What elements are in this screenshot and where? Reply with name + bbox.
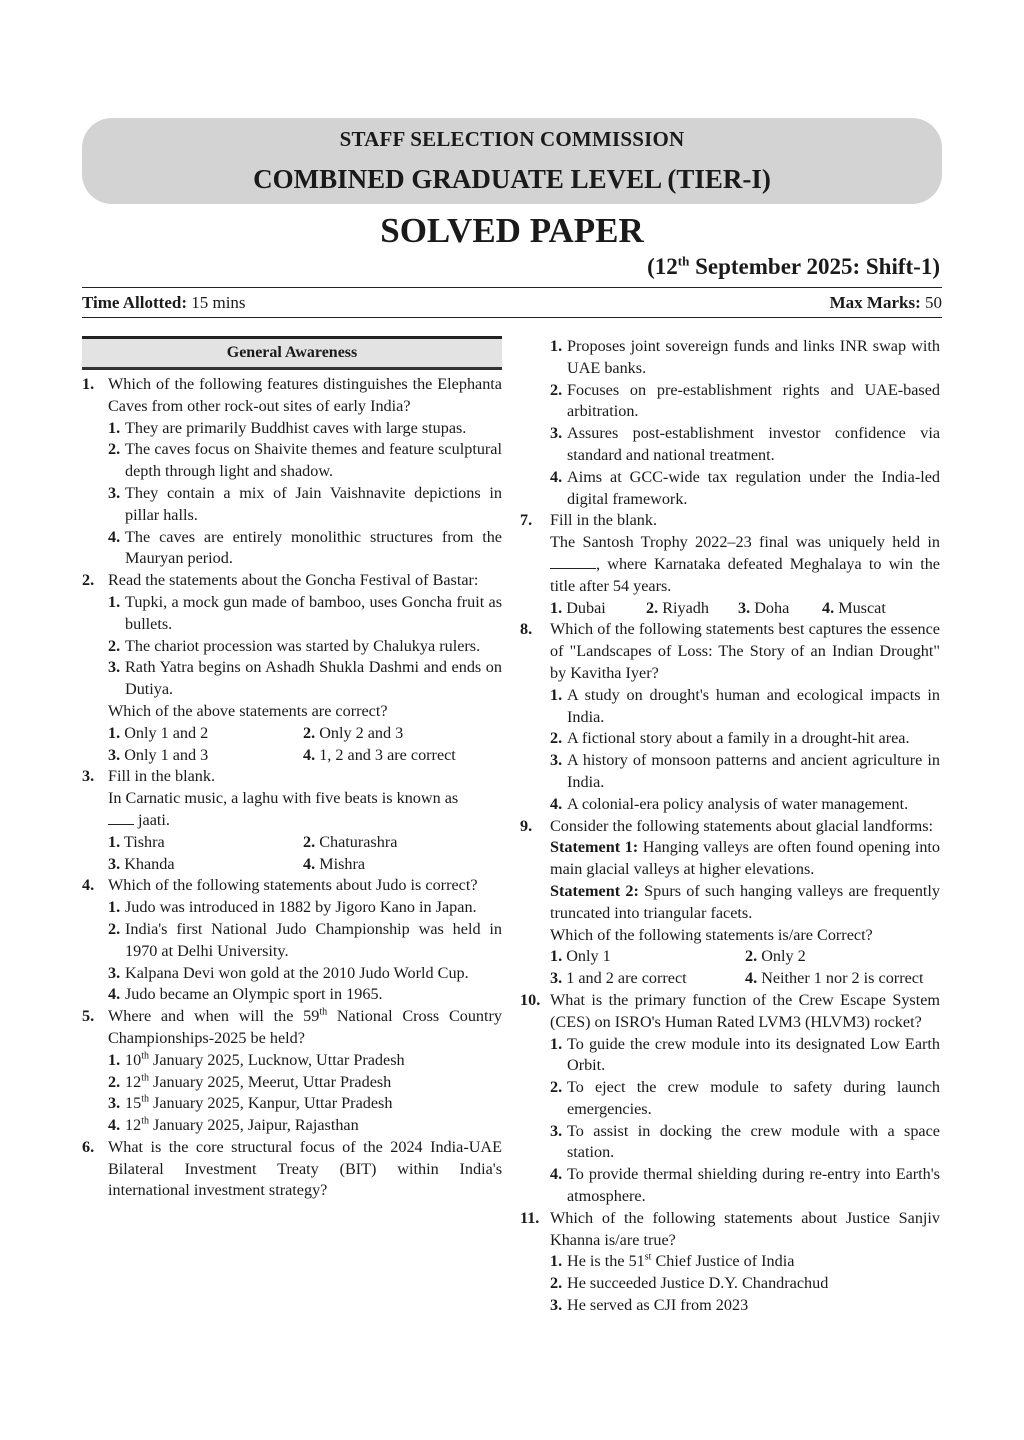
option: 3. They contain a mix of Jain Vaishnavite depictions in pillar halls.	[108, 483, 502, 524]
option: 1. Only 1	[550, 947, 611, 966]
blank-line	[550, 556, 596, 569]
question-6: 6. What is the core structural focus of the 2024 India-UAE Bilateral Investment Treaty (BIT) within India's international investment strategy?	[82, 1137, 502, 1200]
option: 3. Khanda	[108, 854, 175, 873]
options-grid	[520, 598, 940, 620]
question-body: The Santosh Trophy 2022–23 final was uniquely held in , where Karnataka defeated Meghalaya to win the title after 54 years.	[550, 533, 940, 595]
option: 2. Only 2 and 3	[303, 723, 404, 742]
organisation-name: STAFF SELECTION COMMISSION	[339, 127, 685, 151]
option: 2. He succeeded Justice D.Y. Chandrachud	[550, 1274, 829, 1293]
option: 2. Only 2	[745, 947, 806, 966]
option: 3. To assist in docking the crew module with a space station.	[550, 1121, 940, 1162]
option: 4. Aims at GCC-wide tax regulation under the India-led digital framework.	[550, 467, 940, 508]
statement: Statement 1: Hanging valleys are often found opening into main glacial valleys at higher elevations.	[550, 838, 941, 879]
question-prompt: Which of the above statements are correct?	[108, 701, 388, 720]
statement: 3. Rath Yatra begins on Ashadh Shukla Dashmi and ends on Dutiya.	[108, 658, 502, 699]
option: 3. 15th January 2025, Kanpur, Uttar Pradesh	[108, 1093, 393, 1113]
option: 1. Only 1 and 2	[108, 723, 209, 742]
option: 3. He served as CJI from 2023	[550, 1296, 749, 1315]
option: 2. India's first National Judo Championship was held in 1970 at Delhi University.	[108, 919, 502, 960]
exam-meta	[82, 292, 942, 314]
paper-title: SOLVED PAPER	[380, 211, 644, 250]
option: 2. To eject the crew module to safety during launch emergencies.	[550, 1078, 940, 1118]
paper-date: (12th September 2025: Shift-1)	[647, 253, 940, 279]
question-5: 5. Where and when will the 59th National Cross Country Championships-2025 be held?	[82, 1006, 502, 1047]
exam-name: COMBINED GRADUATE LEVEL (TIER-I)	[253, 164, 771, 194]
option: 3. 1 and 2 are correct	[550, 969, 687, 988]
option: 1. To guide the crew module into its designated Low Earth Orbit.	[550, 1034, 940, 1075]
option: 1. Dubai	[550, 598, 606, 617]
option: 4. 1, 2 and 3 are correct	[303, 745, 456, 764]
option: 3. Only 1 and 3	[108, 745, 209, 764]
time-allotted: Time Allotted: 15 mins	[82, 293, 246, 312]
max-marks: Max Marks: 50	[829, 293, 942, 312]
options-grid	[82, 723, 502, 767]
option: 1. He is the 51st Chief Justice of India	[550, 1252, 795, 1271]
statement: 1. Tupki, a mock gun made of bamboo, uses Goncha fruit as bullets.	[108, 592, 502, 633]
options-grid	[520, 946, 940, 990]
option: 4. A colonial-era policy analysis of water management.	[550, 794, 909, 813]
option: 4. Judo became an Olympic sport in 1965.	[108, 985, 383, 1004]
option: 3. A history of monsoon patterns and ancient agriculture in India.	[550, 751, 940, 791]
option: 4. Mishra	[303, 854, 366, 873]
options-grid	[82, 832, 502, 876]
option: 2. Chaturashra	[303, 832, 398, 851]
question-4: 4. Which of the following statements about Judo is correct?	[82, 876, 478, 895]
question-2: 2. Read the statements about the Goncha Festival of Bastar:	[82, 571, 479, 590]
option: 1. A study on drought's human and ecological impacts in India.	[550, 685, 940, 726]
option: 1. Tishra	[108, 832, 165, 851]
option: 4. To provide thermal shielding during re-entry into Earth's atmosphere.	[550, 1165, 940, 1206]
blank-line	[108, 812, 134, 825]
question-7: 7. Fill in the blank.	[520, 511, 658, 530]
left-column	[82, 336, 502, 1202]
option: 3. Assures post-establishment investor confidence via standard and national treatment.	[550, 424, 940, 464]
section-heading: General Awareness	[82, 336, 502, 370]
option: 4. 12th January 2025, Jaipur, Rajasthan	[108, 1115, 359, 1135]
option: 3. Doha	[738, 598, 790, 617]
option: 2. Riyadh	[646, 598, 709, 617]
option: 4. Muscat	[822, 598, 886, 617]
option: 1. They are primarily Buddhist caves with large stupas.	[108, 418, 467, 437]
option: 2. A fictional story about a family in a drought-hit area.	[550, 729, 910, 748]
statement: Statement 2: Spurs of such hanging valleys are frequently truncated into triangular facets.	[550, 881, 940, 922]
option: 1. Proposes joint sovereign funds and links INR swap with UAE banks.	[550, 337, 940, 377]
option: 2. Focuses on pre-establishment rights and UAE-based arbitration.	[550, 380, 940, 421]
divider-top	[82, 287, 942, 288]
question-11: 11. Which of the following statements about Justice Sanjiv Khanna is/are true?	[520, 1208, 940, 1249]
question-1: 1. Which of the following features distinguishes the Elephanta Caves from other rock-out sites of early India?	[82, 375, 502, 415]
question-8: 8. Which of the following statements best captures the essence of "Landscapes of Loss: The Story of an Indian Drought" by Kavitha Iyer?	[520, 620, 940, 682]
option: 1. 10th January 2025, Lucknow, Uttar Pradesh	[108, 1050, 405, 1069]
option: 1. Judo was introduced in 1882 by Jigoro Kano in Japan.	[108, 898, 477, 917]
option: 4. The caves are entirely monolithic structures from the Mauryan period.	[108, 527, 502, 568]
option: 4. Neither 1 nor 2 is correct	[745, 969, 924, 988]
right-column	[520, 336, 940, 1317]
option: 3. Kalpana Devi won gold at the 2010 Judo World Cup.	[108, 963, 469, 982]
option: 2. The caves focus on Shaivite themes and feature sculptural depth through light and shadow.	[108, 440, 502, 481]
question-3: 3. Fill in the blank.	[82, 767, 216, 786]
question-body: In Carnatic music, a laghu with five beats is known as jaati.	[108, 789, 459, 829]
header-banner	[82, 118, 942, 204]
question-10: 10. What is the primary function of the Crew Escape System (CES) on ISRO's Human Rated LVM3 (HLVM3) rocket?	[520, 990, 940, 1031]
option: 2. 12th January 2025, Meerut, Uttar Pradesh	[108, 1072, 392, 1091]
question-prompt: Which of the following statements is/are Correct?	[550, 925, 873, 944]
divider-bottom	[82, 317, 942, 318]
statement: 2. The chariot procession was started by Chalukya rulers.	[108, 636, 481, 655]
question-9: 9. Consider the following statements about glacial landforms:	[520, 816, 934, 835]
